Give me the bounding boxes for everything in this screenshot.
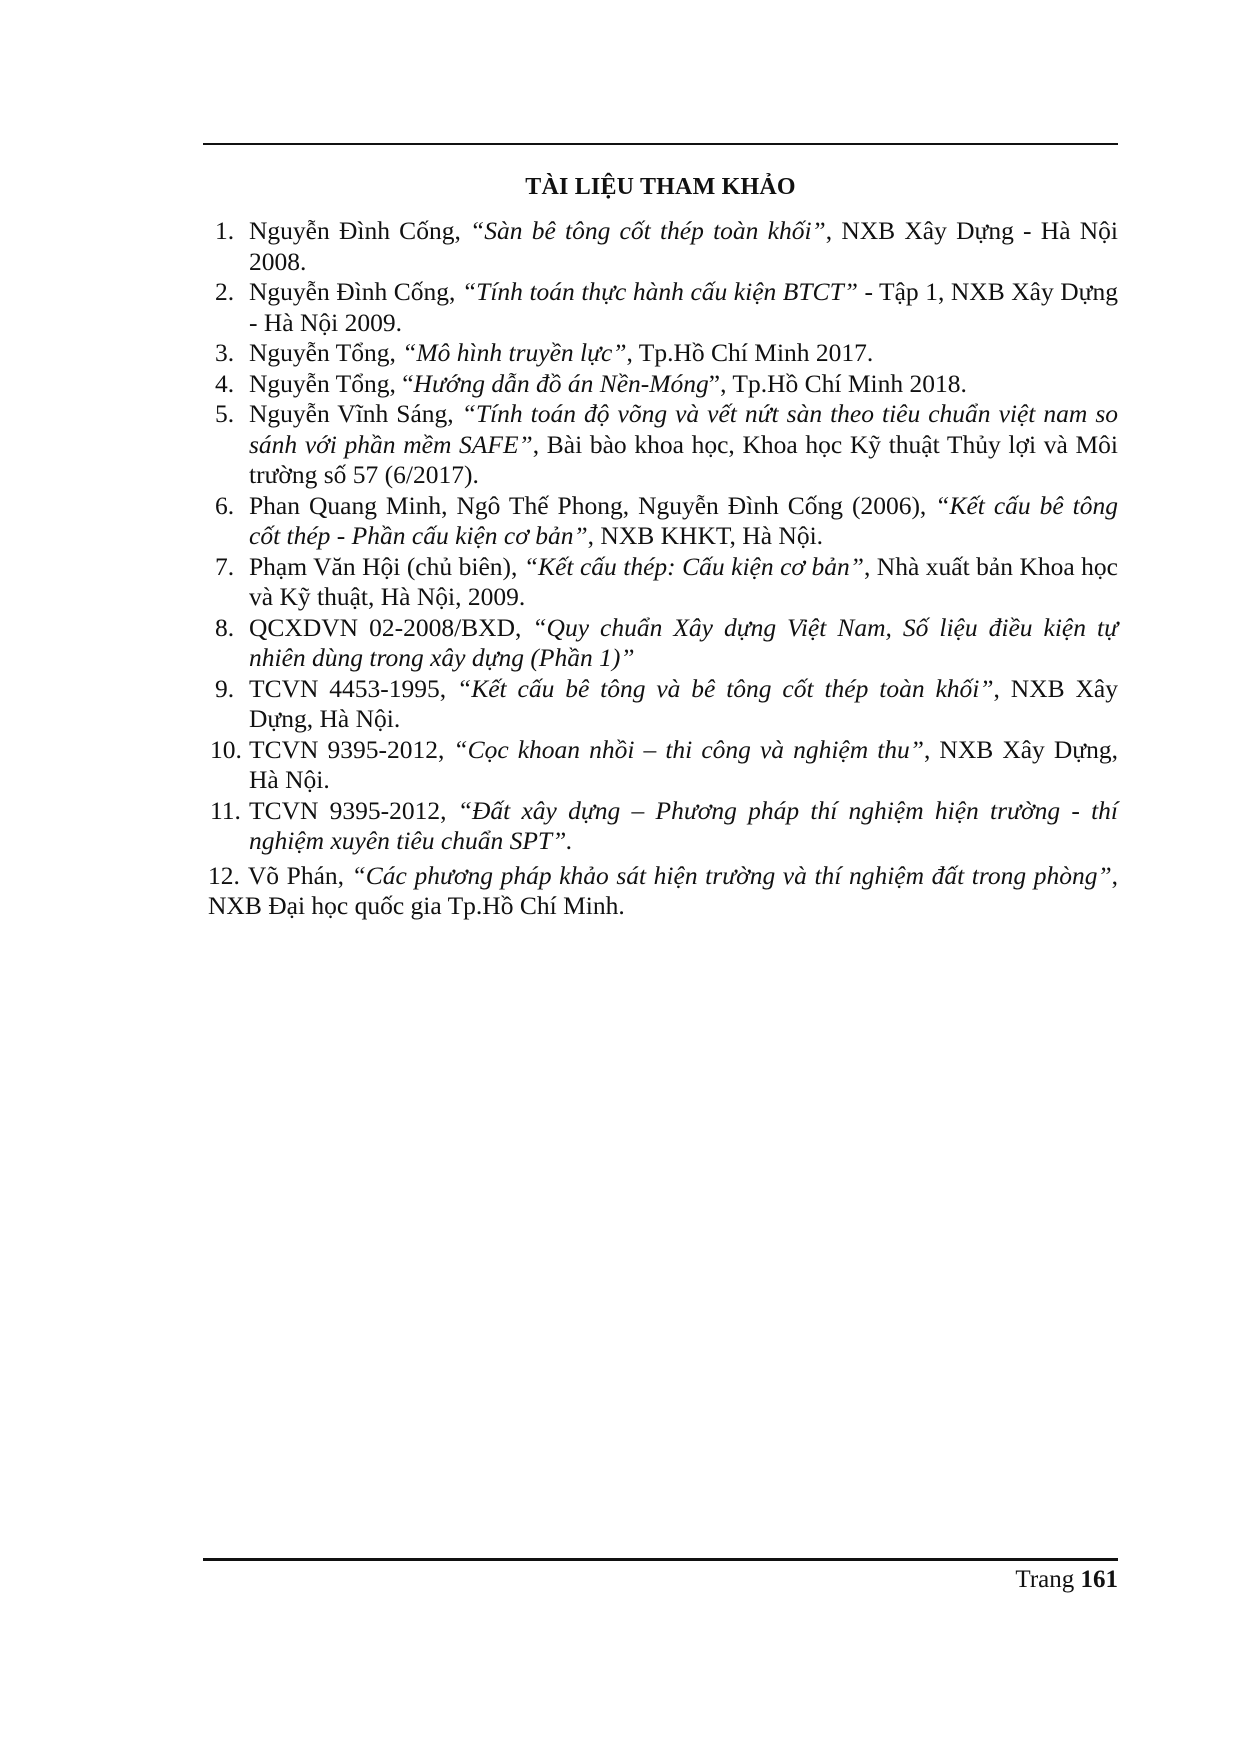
reference-title: “Quy chuẩn Xây dựng Việt Nam, Số liệu điều kiện tự nhiên dùng trong xây dựng (Phần 1)” <box>249 612 1118 672</box>
reference-title: “Các phương pháp khảo sát hiện trường và thí nghiệm đất trong phòng” <box>351 860 1112 890</box>
reference-publisher: - Tập 1, NXB Xây Dựng - Hà Nội 2009. <box>249 277 1118 337</box>
reference-item-10 <box>203 735 1118 796</box>
reference-number: 1. <box>215 216 235 245</box>
reference-number: 4. <box>215 368 235 398</box>
reference-publisher: , NXB Xây Dựng, Hà Nội. <box>249 734 1118 794</box>
reference-author: Nguyễn Đình Cống, <box>249 216 471 245</box>
reference-title: “Kết cấu bê tông cốt thép - Phần cấu kiện cơ bản” <box>249 490 1118 550</box>
reference-number: 3. <box>215 338 235 367</box>
reference-title: “Đất xây dựng – Phương pháp thí nghiệm hiện trường - thí nghiệm xuyên tiêu chuẩn SPT”. <box>249 795 1118 855</box>
reference-item-12 <box>203 861 1118 922</box>
reference-title: Hướng dẫn đồ án Nền-Móng <box>413 368 709 398</box>
reference-list <box>203 216 1118 922</box>
reference-number: 8. <box>215 612 235 642</box>
reference-author: Nguyễn Tổng, “ <box>249 368 414 398</box>
reference-publisher: ”, Tp.Hồ Chí Minh 2018. <box>708 368 967 398</box>
reference-number: 5. <box>215 399 235 428</box>
reference-number: 7. <box>215 551 235 581</box>
footer-rule <box>203 1558 1118 1561</box>
page-number: 161 <box>1080 1566 1118 1593</box>
reference-publisher: , NXB Đại học quốc gia Tp.Hồ Chí Minh. <box>208 860 1118 920</box>
reference-item-9 <box>203 674 1118 735</box>
reference-item-7 <box>203 552 1118 613</box>
header-rule <box>203 143 1118 145</box>
reference-title: “Tính toán độ võng và vết nứt sàn theo tiêu chuẩn việt nam so sánh với phần mềm SAFE” <box>249 399 1118 459</box>
reference-number: 2. <box>215 277 235 306</box>
reference-author: Phạm Văn Hội (chủ biên), <box>249 551 524 581</box>
reference-publisher: , Bài bào khoa học, Khoa học Kỹ thuật Thủy lợi và Môi trường số 57 (6/2017). <box>249 429 1118 489</box>
page-footer <box>1015 1566 1118 1594</box>
reference-item-11 <box>203 796 1118 857</box>
reference-item-3 <box>203 338 1118 369</box>
reference-author: Nguyễn Vĩnh Sáng, <box>249 399 462 428</box>
reference-title: “Mô hình truyền lực” <box>402 338 627 367</box>
reference-item-6 <box>203 491 1118 552</box>
reference-item-5 <box>203 399 1118 491</box>
reference-item-1 <box>203 216 1118 277</box>
reference-number: 12. <box>208 860 240 890</box>
reference-number: 11. <box>210 795 241 825</box>
reference-title: “Tính toán thực hành cấu kiện BTCT” <box>461 277 858 306</box>
reference-publisher: , Nhà xuất bản Khoa học và Kỹ thuật, Hà Nội, 2009. <box>249 551 1118 611</box>
reference-title: “Kết cấu bê tông và bê tông cốt thép toàn khối” <box>457 673 994 703</box>
reference-item-8 <box>203 613 1118 674</box>
reference-number: 9. <box>215 673 235 703</box>
reference-author: TCVN 9395-2012, <box>249 795 458 825</box>
reference-item-2 <box>203 277 1118 338</box>
reference-title: “Kết cấu thép: Cấu kiện cơ bản” <box>523 551 864 581</box>
reference-title: “Cọc khoan nhồi – thi công và nghiệm thu” <box>453 734 924 764</box>
reference-number: 6. <box>215 490 235 520</box>
reference-publisher: , Tp.Hồ Chí Minh 2017. <box>626 338 874 367</box>
reference-item-4 <box>203 369 1118 400</box>
reference-title: “Sàn bê tông cốt thép toàn khối” <box>470 216 826 245</box>
page-title: TÀI LIỆU THAM KHẢO <box>525 174 796 200</box>
page-label: Trang <box>1015 1566 1081 1593</box>
reference-author: Võ Phán, <box>247 860 352 890</box>
reference-publisher: , NXB Xây Dựng - Hà Nội 2008. <box>249 216 1118 276</box>
reference-author: TCVN 9395-2012, <box>249 734 454 764</box>
reference-author: QCXDVN 02-2008/BXD, <box>249 612 533 642</box>
reference-publisher: , NXB Xây Dựng, Hà Nội. <box>249 673 1118 733</box>
reference-publisher: , NXB KHKT, Hà Nội. <box>587 521 824 550</box>
reference-author: Nguyễn Đình Cống, <box>249 277 462 306</box>
reference-author: Phan Quang Minh, Ngô Thế Phong, Nguyễn Đình Cống (2006), <box>249 490 936 520</box>
reference-author: TCVN 4453-1995, <box>249 673 458 703</box>
reference-author: Nguyễn Tổng, <box>249 338 403 367</box>
reference-number: 10. <box>210 734 242 764</box>
